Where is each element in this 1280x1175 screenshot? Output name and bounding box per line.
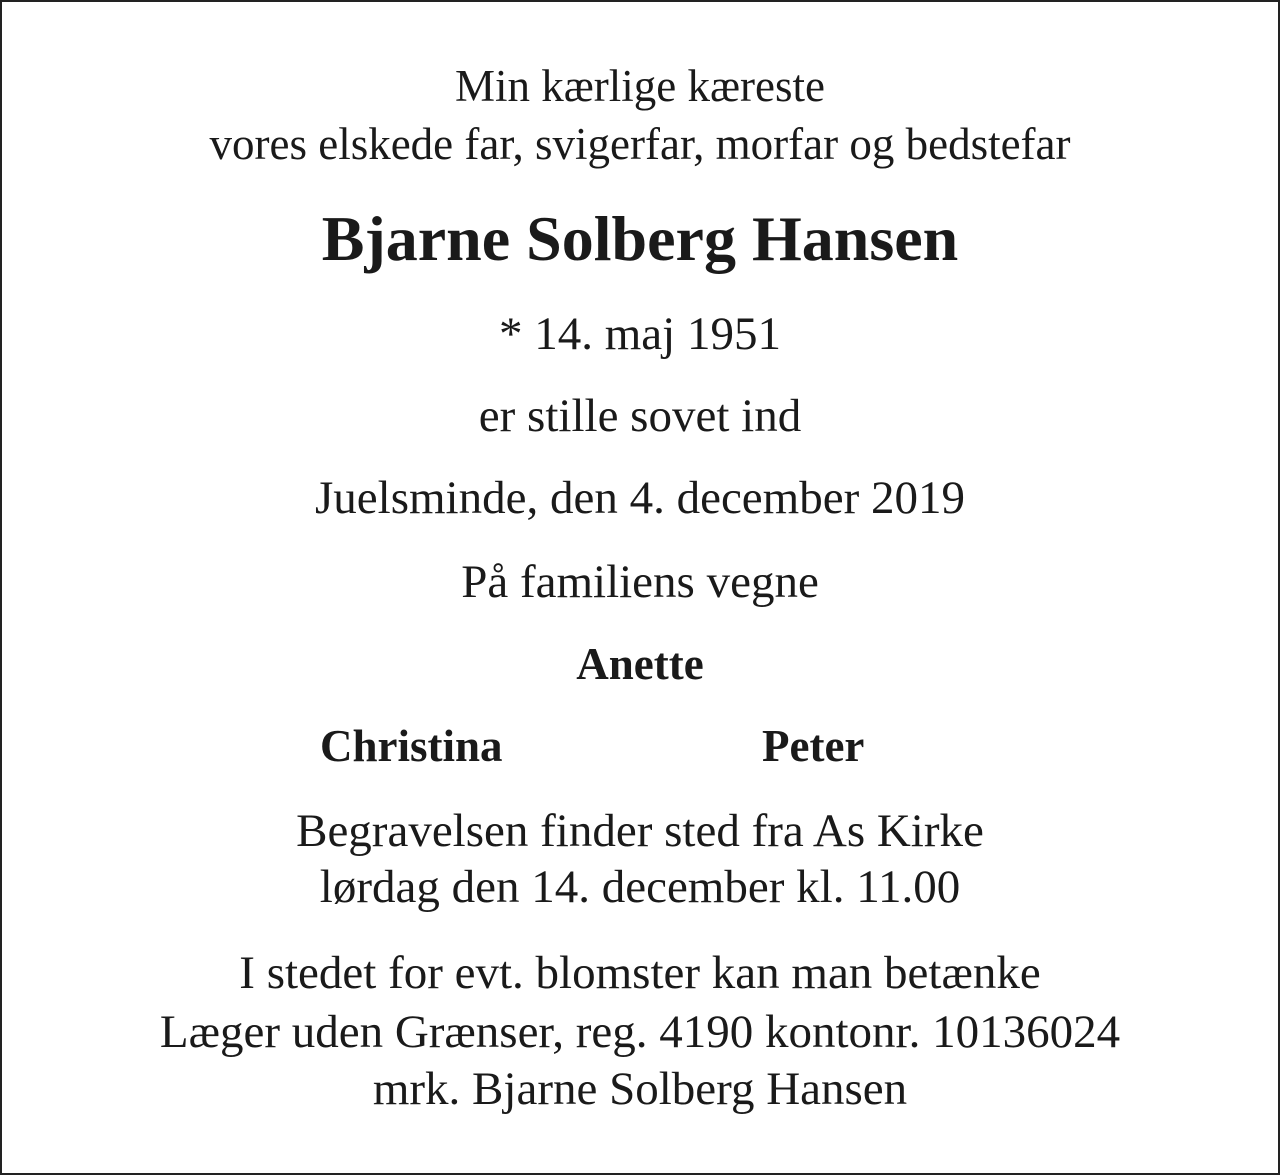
deceased-name: Bjarne Solberg Hansen (321, 203, 959, 274)
donation-line-3: mrk. Bjarne Solberg Hansen (372, 1063, 908, 1115)
donation-line-1: I stedet for evt. blomster kan man betænke (239, 947, 1041, 999)
intro-line-2: vores elskede far, svigerfar, morfar og bedstefar (209, 119, 1071, 169)
signer-left: Christina (320, 721, 503, 771)
signer-primary: Anette (576, 639, 704, 689)
donation-line-2: Læger uden Grænser, reg. 4190 kontonr. 10136024 (159, 1006, 1121, 1058)
intro-line-1: Min kærlige kæreste (455, 61, 825, 111)
birth-date: * 14. maj 1951 (499, 308, 781, 360)
funeral-line-1: Begravelsen finder sted fra As Kirke (296, 805, 984, 857)
signer-right: Peter (762, 721, 865, 771)
on-behalf-text: På familiens vegne (461, 556, 819, 608)
funeral-line-2: lørdag den 14. december kl. 11.00 (319, 861, 961, 913)
passed-text: er stille sovet ind (478, 390, 802, 442)
place-date: Juelsminde, den 4. december 2019 (315, 472, 965, 524)
